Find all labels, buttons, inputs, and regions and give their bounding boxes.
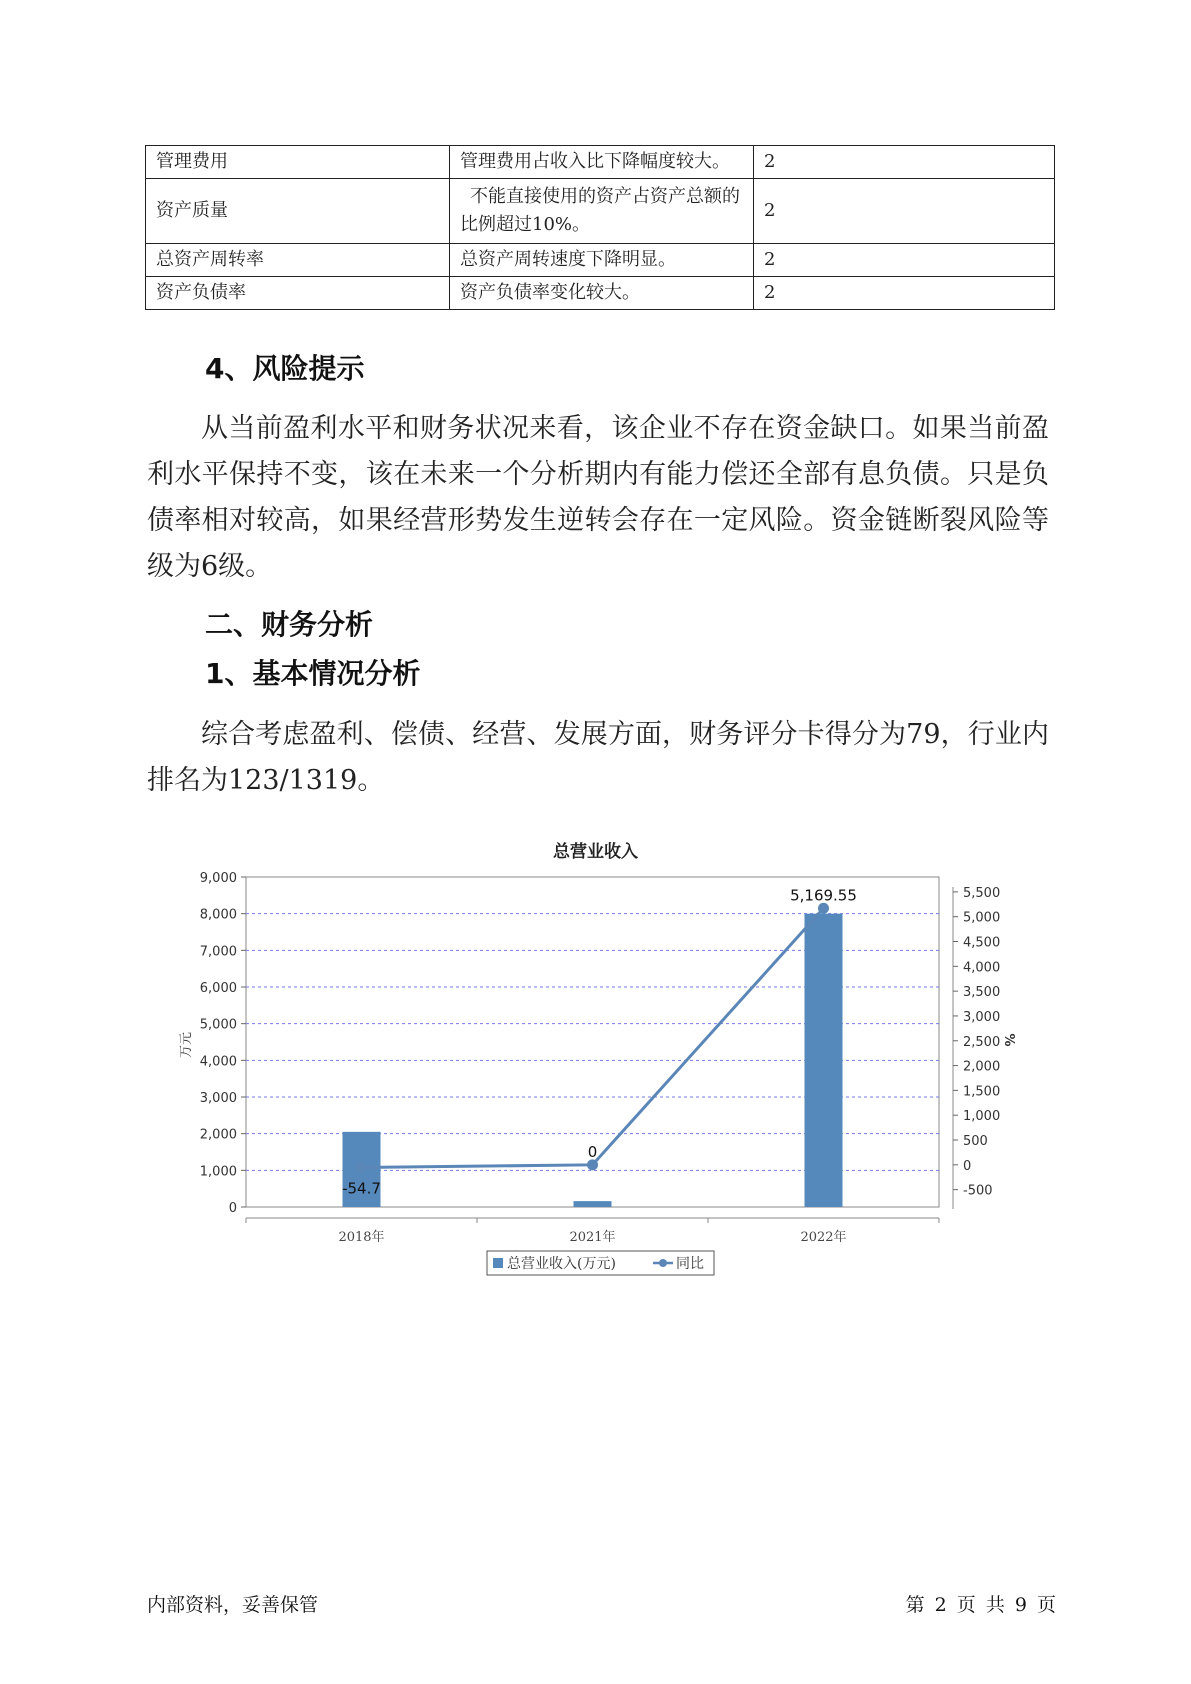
table-cell-desc: 资产负债率变化较大。 xyxy=(450,277,754,310)
x-tick-label: 2022年 xyxy=(800,1230,847,1245)
table-cell-item: 资产负债率 xyxy=(146,277,450,310)
legend-label-revenue: 总营业收入(万元) xyxy=(507,1256,616,1272)
table-cell-desc: 总资产周转速度下降明显。 xyxy=(450,244,754,277)
legend-swatch-point xyxy=(659,1259,667,1267)
yoy-data-label: 0 xyxy=(587,1142,598,1161)
x-tick-label: 2018年 xyxy=(338,1230,385,1245)
y2-tick-label: 2,500 xyxy=(963,1034,1001,1050)
section-heading-finance: 二、财务分析 xyxy=(205,608,374,641)
revenue-bar xyxy=(574,1201,612,1207)
basic-analysis-paragraph: 综合考虑盈利、偿债、经营、发展方面，财务评分卡得分为79，行业内排名为123/1319。 xyxy=(147,719,1049,796)
table-cell-desc: 管理费用占收入比下降幅度较大。 xyxy=(450,146,754,179)
y2-tick-label: 3,500 xyxy=(963,985,1001,1001)
x-tick-label: 2021年 xyxy=(569,1230,616,1245)
y2-tick-label: 5,500 xyxy=(963,885,1001,901)
y-tick-label: 0 xyxy=(228,1201,237,1216)
table-cell-score: 2 xyxy=(754,244,1055,277)
risk-paragraph: 从当前盈利水平和财务状况来看，该企业不存在资金缺口。如果当前盈利水平保持不变，该在未来一个分析期内有能力偿还全部有息负债。只是负债率相对较高，如果经营形势发生逆转会存在一定风险。资金链断裂风险等级为6级。 xyxy=(147,413,1049,582)
y-tick-label: 9,000 xyxy=(199,871,237,886)
y-tick-label: 6,000 xyxy=(199,981,237,996)
y2-tick-label: 1,000 xyxy=(963,1109,1001,1125)
table-cell-score: 2 xyxy=(754,146,1055,179)
table-cell-score: 2 xyxy=(754,277,1055,310)
chart-title: 总营业收入 xyxy=(553,842,638,862)
y2-tick-label: 4,000 xyxy=(963,960,1001,976)
footer-confidential-note: 内部资料，妥善保管 xyxy=(147,1594,319,1616)
y2-tick-label: -500 xyxy=(963,1183,993,1199)
y2-tick-label: 0 xyxy=(963,1158,972,1174)
y-axis-title: 万元 xyxy=(179,1031,194,1059)
subsection-heading-basic: 1、基本情况分析 xyxy=(205,657,421,690)
y-tick-label: 4,000 xyxy=(199,1054,237,1070)
revenue-bar xyxy=(805,914,843,1207)
table-cell-item: 总资产周转率 xyxy=(146,244,450,277)
section-heading-risk: 4、风险提示 xyxy=(205,352,365,385)
legend-swatch-bar xyxy=(493,1258,503,1268)
y2-tick-label: 4,500 xyxy=(963,935,1001,951)
footer-page-number: 第 2 页 共 9 页 xyxy=(905,1594,1056,1616)
y2-axis-title: % xyxy=(1001,1033,1016,1047)
y-tick-label: 3,000 xyxy=(199,1091,237,1106)
y2-tick-label: 3,000 xyxy=(963,1009,1001,1025)
table-cell-desc: 不能直接使用的资产占资产总额的比例超过10%。 xyxy=(450,179,754,244)
table-cell-score: 2 xyxy=(754,179,1055,244)
y-tick-label: 5,000 xyxy=(199,1017,237,1033)
y-tick-label: 8,000 xyxy=(199,907,237,923)
yoy-point xyxy=(356,1162,367,1173)
yoy-data-label: 5,169.55 xyxy=(790,886,857,905)
y2-tick-label: 500 xyxy=(963,1134,988,1150)
table-cell-item: 管理费用 xyxy=(146,146,450,179)
legend-label-yoy: 同比 xyxy=(676,1256,704,1272)
yoy-data-label: -54.7 xyxy=(342,1179,381,1198)
table-cell-item: 资产质量 xyxy=(146,179,450,244)
y2-tick-label: 2,000 xyxy=(963,1059,1001,1075)
y-tick-label: 2,000 xyxy=(199,1127,237,1143)
yoy-point xyxy=(587,1159,598,1170)
y-tick-label: 1,000 xyxy=(199,1164,237,1180)
yoy-point xyxy=(818,903,829,914)
y2-tick-label: 5,000 xyxy=(963,910,1001,926)
y-tick-label: 7,000 xyxy=(199,944,237,960)
y2-tick-label: 1,500 xyxy=(963,1084,1001,1100)
